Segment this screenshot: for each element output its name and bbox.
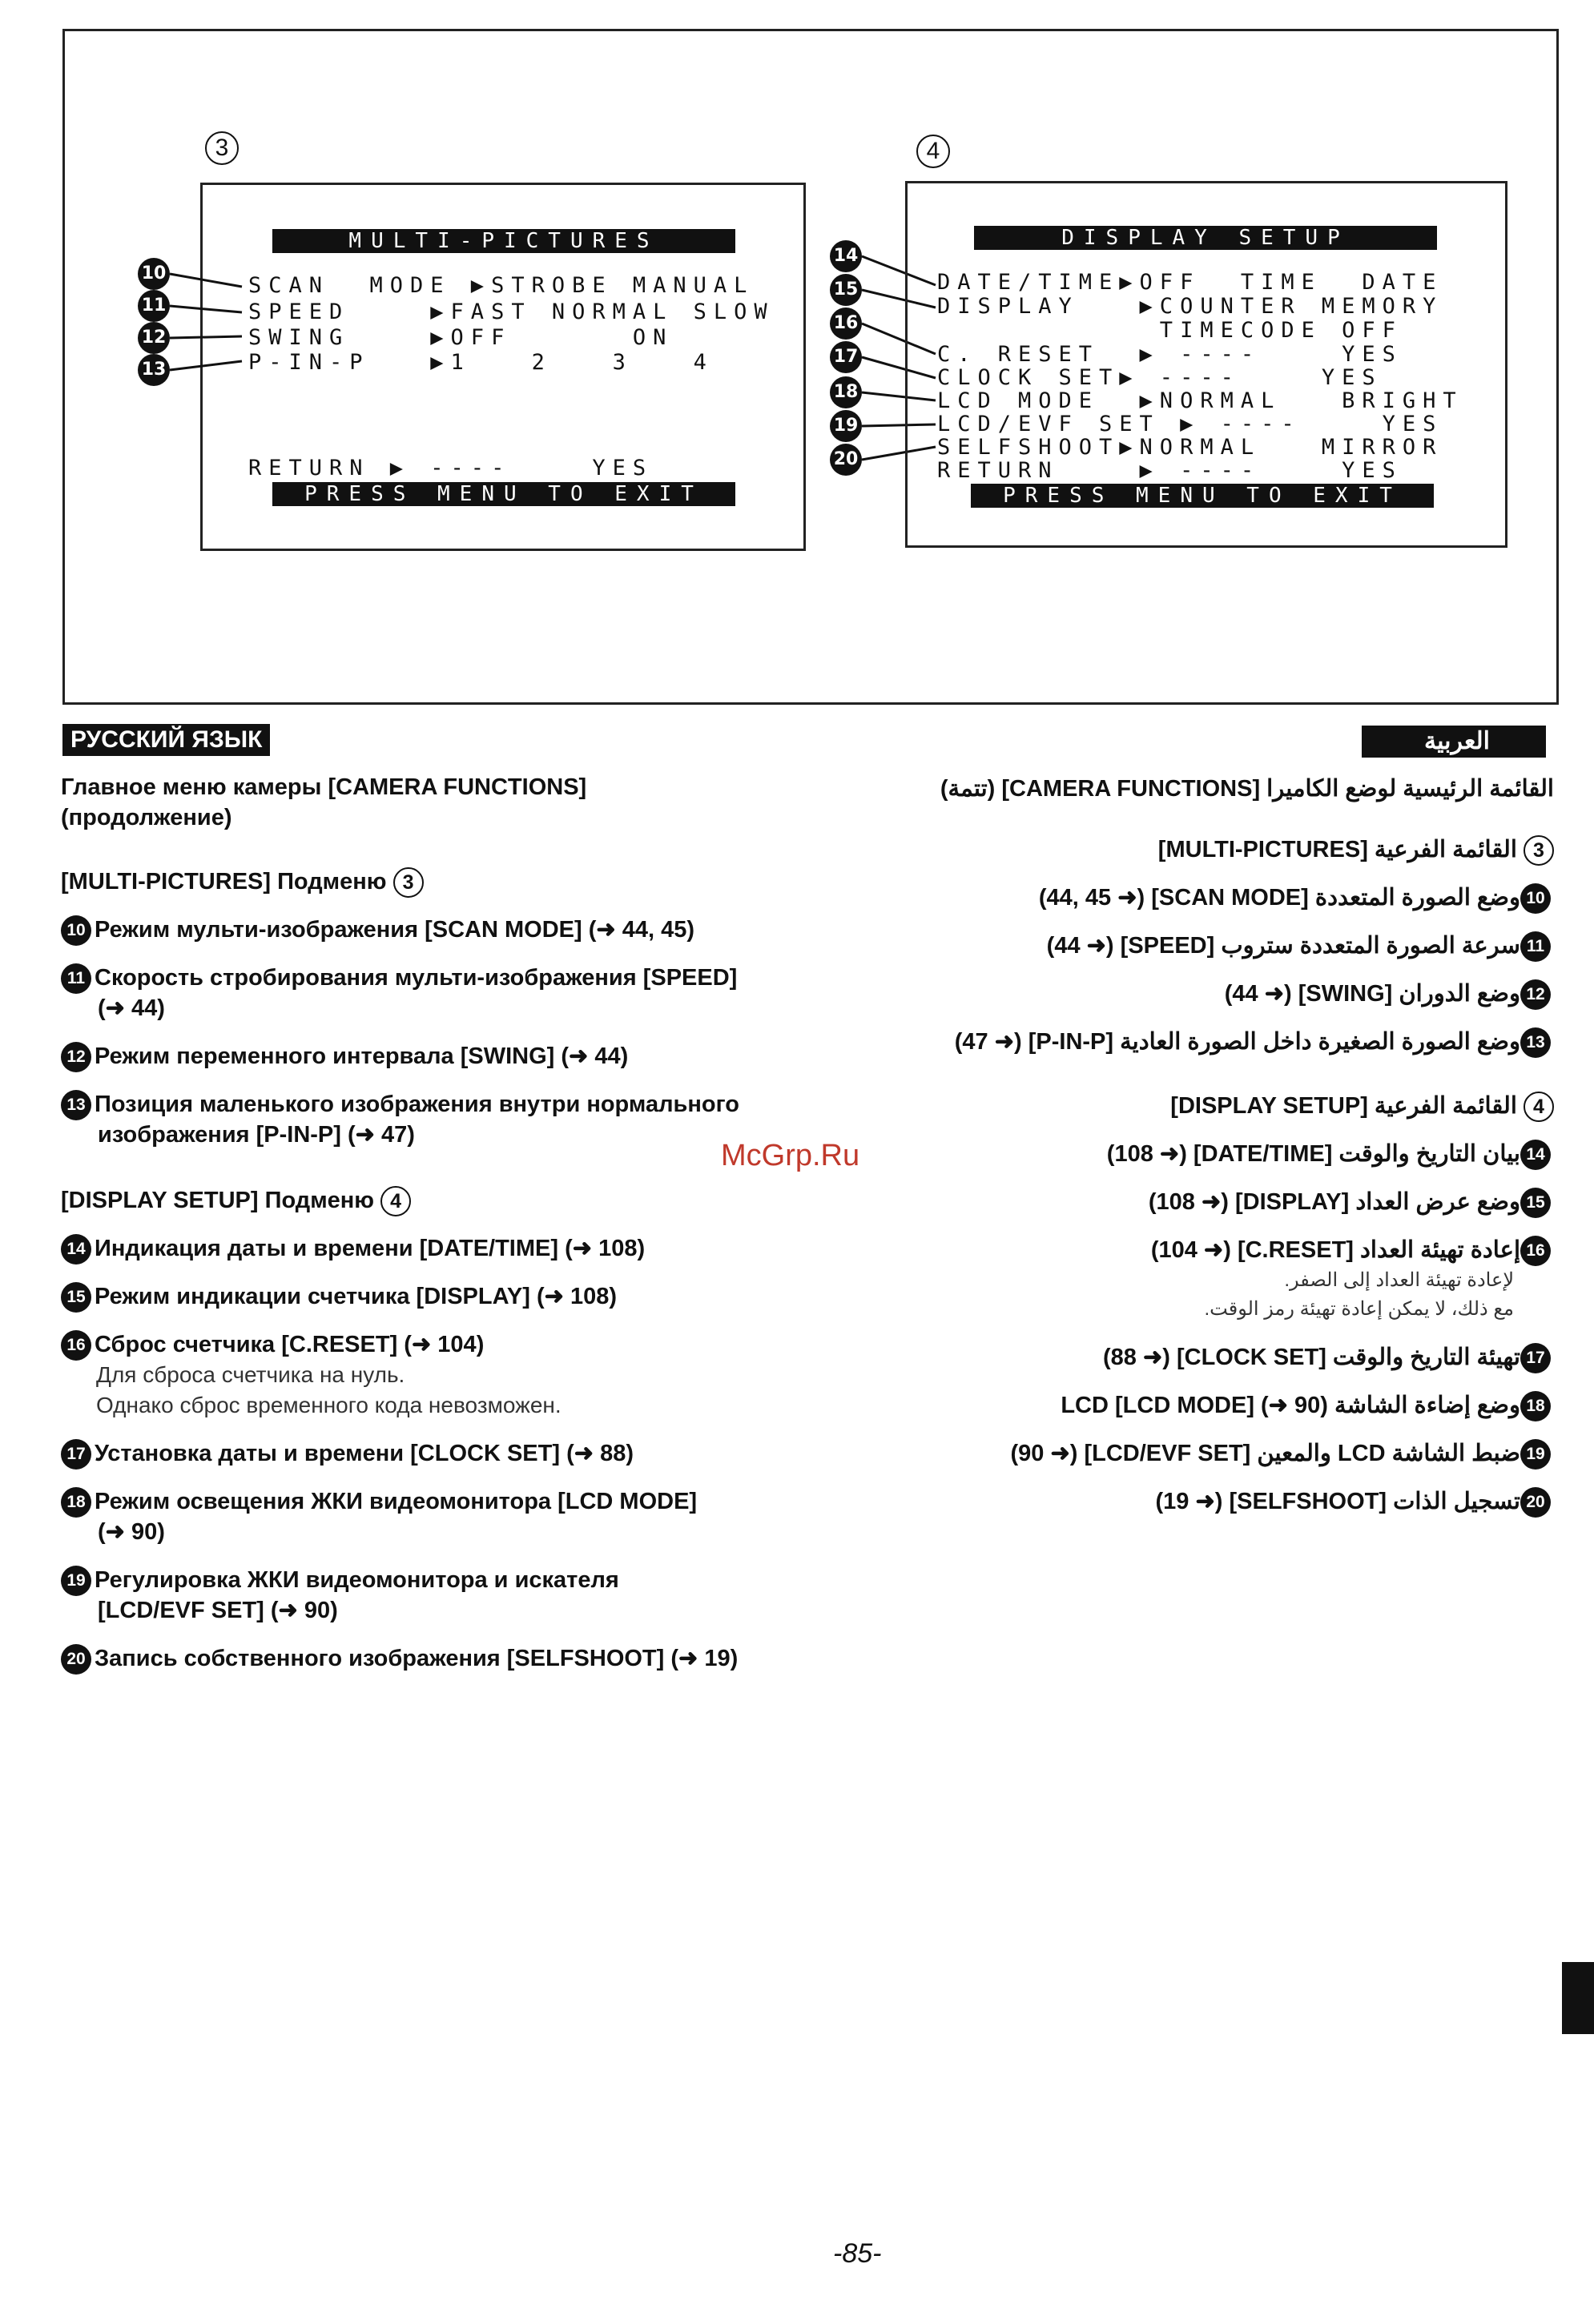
submenu-number-4: 4 (380, 1186, 411, 1216)
ru-item-15: 15 Режим индикации счетчика [DISPLAY] (➜ 108) (61, 1281, 617, 1313)
osd-row-clock-set: CLOCK SET▶ ---- YES (937, 365, 1383, 390)
osd-row-timecode: TIMECODE OFF (937, 318, 1403, 343)
display-setup-footer: PRESS MENU TO EXIT (971, 484, 1434, 508)
callout-16: 16 (830, 308, 862, 340)
osd-row-swing: SWING ▶OFF ON (248, 325, 674, 350)
ru-item-19: 19 Регулировка ЖКИ видеомонитора и искателя (61, 1565, 619, 1596)
display-setup-title: DISPLAY SETUP (974, 226, 1437, 250)
multi-pictures-title: MULTI-PICTURES (272, 229, 735, 253)
callout-12: 12 (138, 322, 170, 354)
osd-row-return: RETURN ▶ ---- YES (248, 456, 654, 480)
callout-18: 18 (830, 376, 862, 408)
ru-multi-pictures-submenu: [MULTI-PICTURES] Подменю 3 (61, 866, 424, 898)
osd-row-p-in-p: P-IN-P ▶1 2 3 4 (248, 350, 714, 375)
ru-item-16: 16 Сброс счетчика [C.RESET] (➜ 104) (61, 1329, 484, 1361)
ru-item-19-cont: [LCD/EVF SET] (➜ 90) (98, 1598, 338, 1623)
osd-row-c-reset: C. RESET ▶ ---- YES (937, 342, 1403, 367)
arabic-language-tab: العربية (1362, 726, 1546, 758)
ar-item-11: 11سرعة الصورة المتعددة ستروب [SPEED] (➜ 44) (817, 931, 1554, 962)
osd-row-display: DISPLAY ▶COUNTER MEMORY (937, 294, 1443, 319)
ru-item-18-cont: (➜ 90) (98, 1519, 165, 1545)
osd-row-return: RETURN ▶ ---- YES (937, 458, 1403, 483)
callout-20: 20 (830, 444, 862, 476)
ar-item-16: 16إعادة تهيئة العداد [C.RESET] (➜ 104) (817, 1235, 1554, 1266)
ar-item-17: 17تهيئة التاريخ والوقت [CLOCK SET] (➜ 88) (817, 1342, 1554, 1373)
ar-display-setup-submenu: 4 القائمة الفرعية [DISPLAY SETUP] (817, 1091, 1554, 1122)
ru-item-12: 12 Режим переменного интервала [SWING] (➜ 44) (61, 1041, 628, 1072)
osd-row-selfshoot: SELFSHOOT▶NORMAL MIRROR (937, 435, 1443, 460)
panel-number-4: 4 (916, 135, 950, 168)
ru-item-16-note2: Однако сброс временного кода невозможен. (96, 1393, 562, 1417)
ru-item-11-cont: (➜ 44) (98, 995, 165, 1021)
page-number: -85- (833, 2238, 882, 2269)
osd-row-lcd-evf-set: LCD/EVF SET ▶ ---- YES (937, 412, 1443, 436)
ar-item-18: 18وضع إضاءة الشاشة LCD [LCD MODE] (➜ 90) (817, 1390, 1554, 1421)
ar-multi-pictures-submenu: 3 القائمة الفرعية [MULTI-PICTURES] (817, 834, 1554, 866)
ru-item-18: 18 Режим освещения ЖКИ видеомонитора [LCD MODE] (61, 1486, 697, 1518)
ar-item-20: 20تسجيل الذات [SELFSHOOT] (➜ 19) (817, 1486, 1554, 1518)
panel-number-3: 3 (205, 131, 239, 165)
ru-item-13: 13 Позиция маленького изображения внутри нормального (61, 1089, 739, 1120)
ar-item-12: 12وضع الدوران [SWING] (➜ 44) (817, 979, 1554, 1010)
ar-item-13: 13وضع الصورة الصغيرة داخل الصورة العادية [P-IN-P] (➜ 47) (817, 1027, 1554, 1058)
osd-row-lcd-mode: LCD MODE ▶NORMAL BRIGHT (937, 388, 1463, 413)
page-edge-tab (1562, 1962, 1594, 2034)
ru-heading-line2: (продолжение) (61, 805, 232, 830)
osd-row-speed: SPEED ▶FAST NORMAL SLOW (248, 300, 775, 324)
watermark: McGrp.Ru (721, 1139, 860, 1172)
ar-submenu-number-3: 3 (1524, 835, 1554, 866)
ru-item-16-note1: Для сброса счетчика на нуль. (96, 1362, 405, 1387)
submenu-number-3: 3 (393, 867, 424, 898)
ru-item-20: 20 Запись собственного изображения [SELFSHOOT] (➜ 19) (61, 1643, 738, 1675)
ar-item-14: 14بيان التاريخ والوقت [DATE/TIME] (➜ 108) (817, 1139, 1554, 1170)
ru-item-17: 17 Установка даты и времени [CLOCK SET] (➜ 88) (61, 1438, 634, 1470)
ar-item-19: 19ضبط الشاشة LCD والمعين [LCD/EVF SET] (➜ 90) (817, 1438, 1554, 1470)
ru-item-13-cont: изображения [P-IN-P] (➜ 47) (98, 1122, 415, 1148)
ar-submenu-number-4: 4 (1524, 1092, 1554, 1122)
callout-17: 17 (830, 341, 862, 373)
ar-item-15: 15وضع عرض العداد [DISPLAY] (➜ 108) (817, 1187, 1554, 1218)
ru-heading-line1: Главное меню камеры [CAMERA FUNCTIONS] (61, 774, 587, 800)
ar-heading: القائمة الرئيسية لوضع الكاميرا [CAMERA FUNCTIONS] (تتمة) (940, 776, 1554, 802)
ar-item-16-note1: لإعادة تهيئة العداد إلى الصفر. (1284, 1269, 1514, 1291)
callout-13: 13 (138, 354, 170, 386)
osd-row-date-time: DATE/TIME▶OFF TIME DATE (937, 270, 1443, 295)
callout-15: 15 (830, 274, 862, 306)
multi-pictures-footer: PRESS MENU TO EXIT (272, 482, 735, 506)
russian-language-tab: РУССКИЙ ЯЗЫК (62, 724, 270, 756)
ru-item-11: 11 Скорость стробирования мульти-изображения [SPEED] (61, 963, 737, 994)
ar-item-16-note2: مع ذلك، لا يمكن إعادة تهيئة رمز الوقت. (1204, 1298, 1514, 1320)
osd-row-scan-mode: SCAN MODE ▶STROBE MANUAL (248, 273, 755, 298)
callout-19: 19 (830, 410, 862, 442)
ru-item-14: 14 Индикация даты и времени [DATE/TIME] (➜ 108) (61, 1233, 645, 1265)
ar-item-10: 10وضع الصورة المتعددة [SCAN MODE] (➜ 44, 45) (817, 883, 1554, 914)
callout-14: 14 (830, 240, 862, 272)
ru-display-setup-submenu: [DISPLAY SETUP] Подменю 4 (61, 1185, 411, 1216)
ru-item-10: 10 Режим мульти-изображения [SCAN MODE] (➜ 44, 45) (61, 915, 694, 946)
callout-11: 11 (138, 290, 170, 322)
callout-10: 10 (138, 258, 170, 290)
